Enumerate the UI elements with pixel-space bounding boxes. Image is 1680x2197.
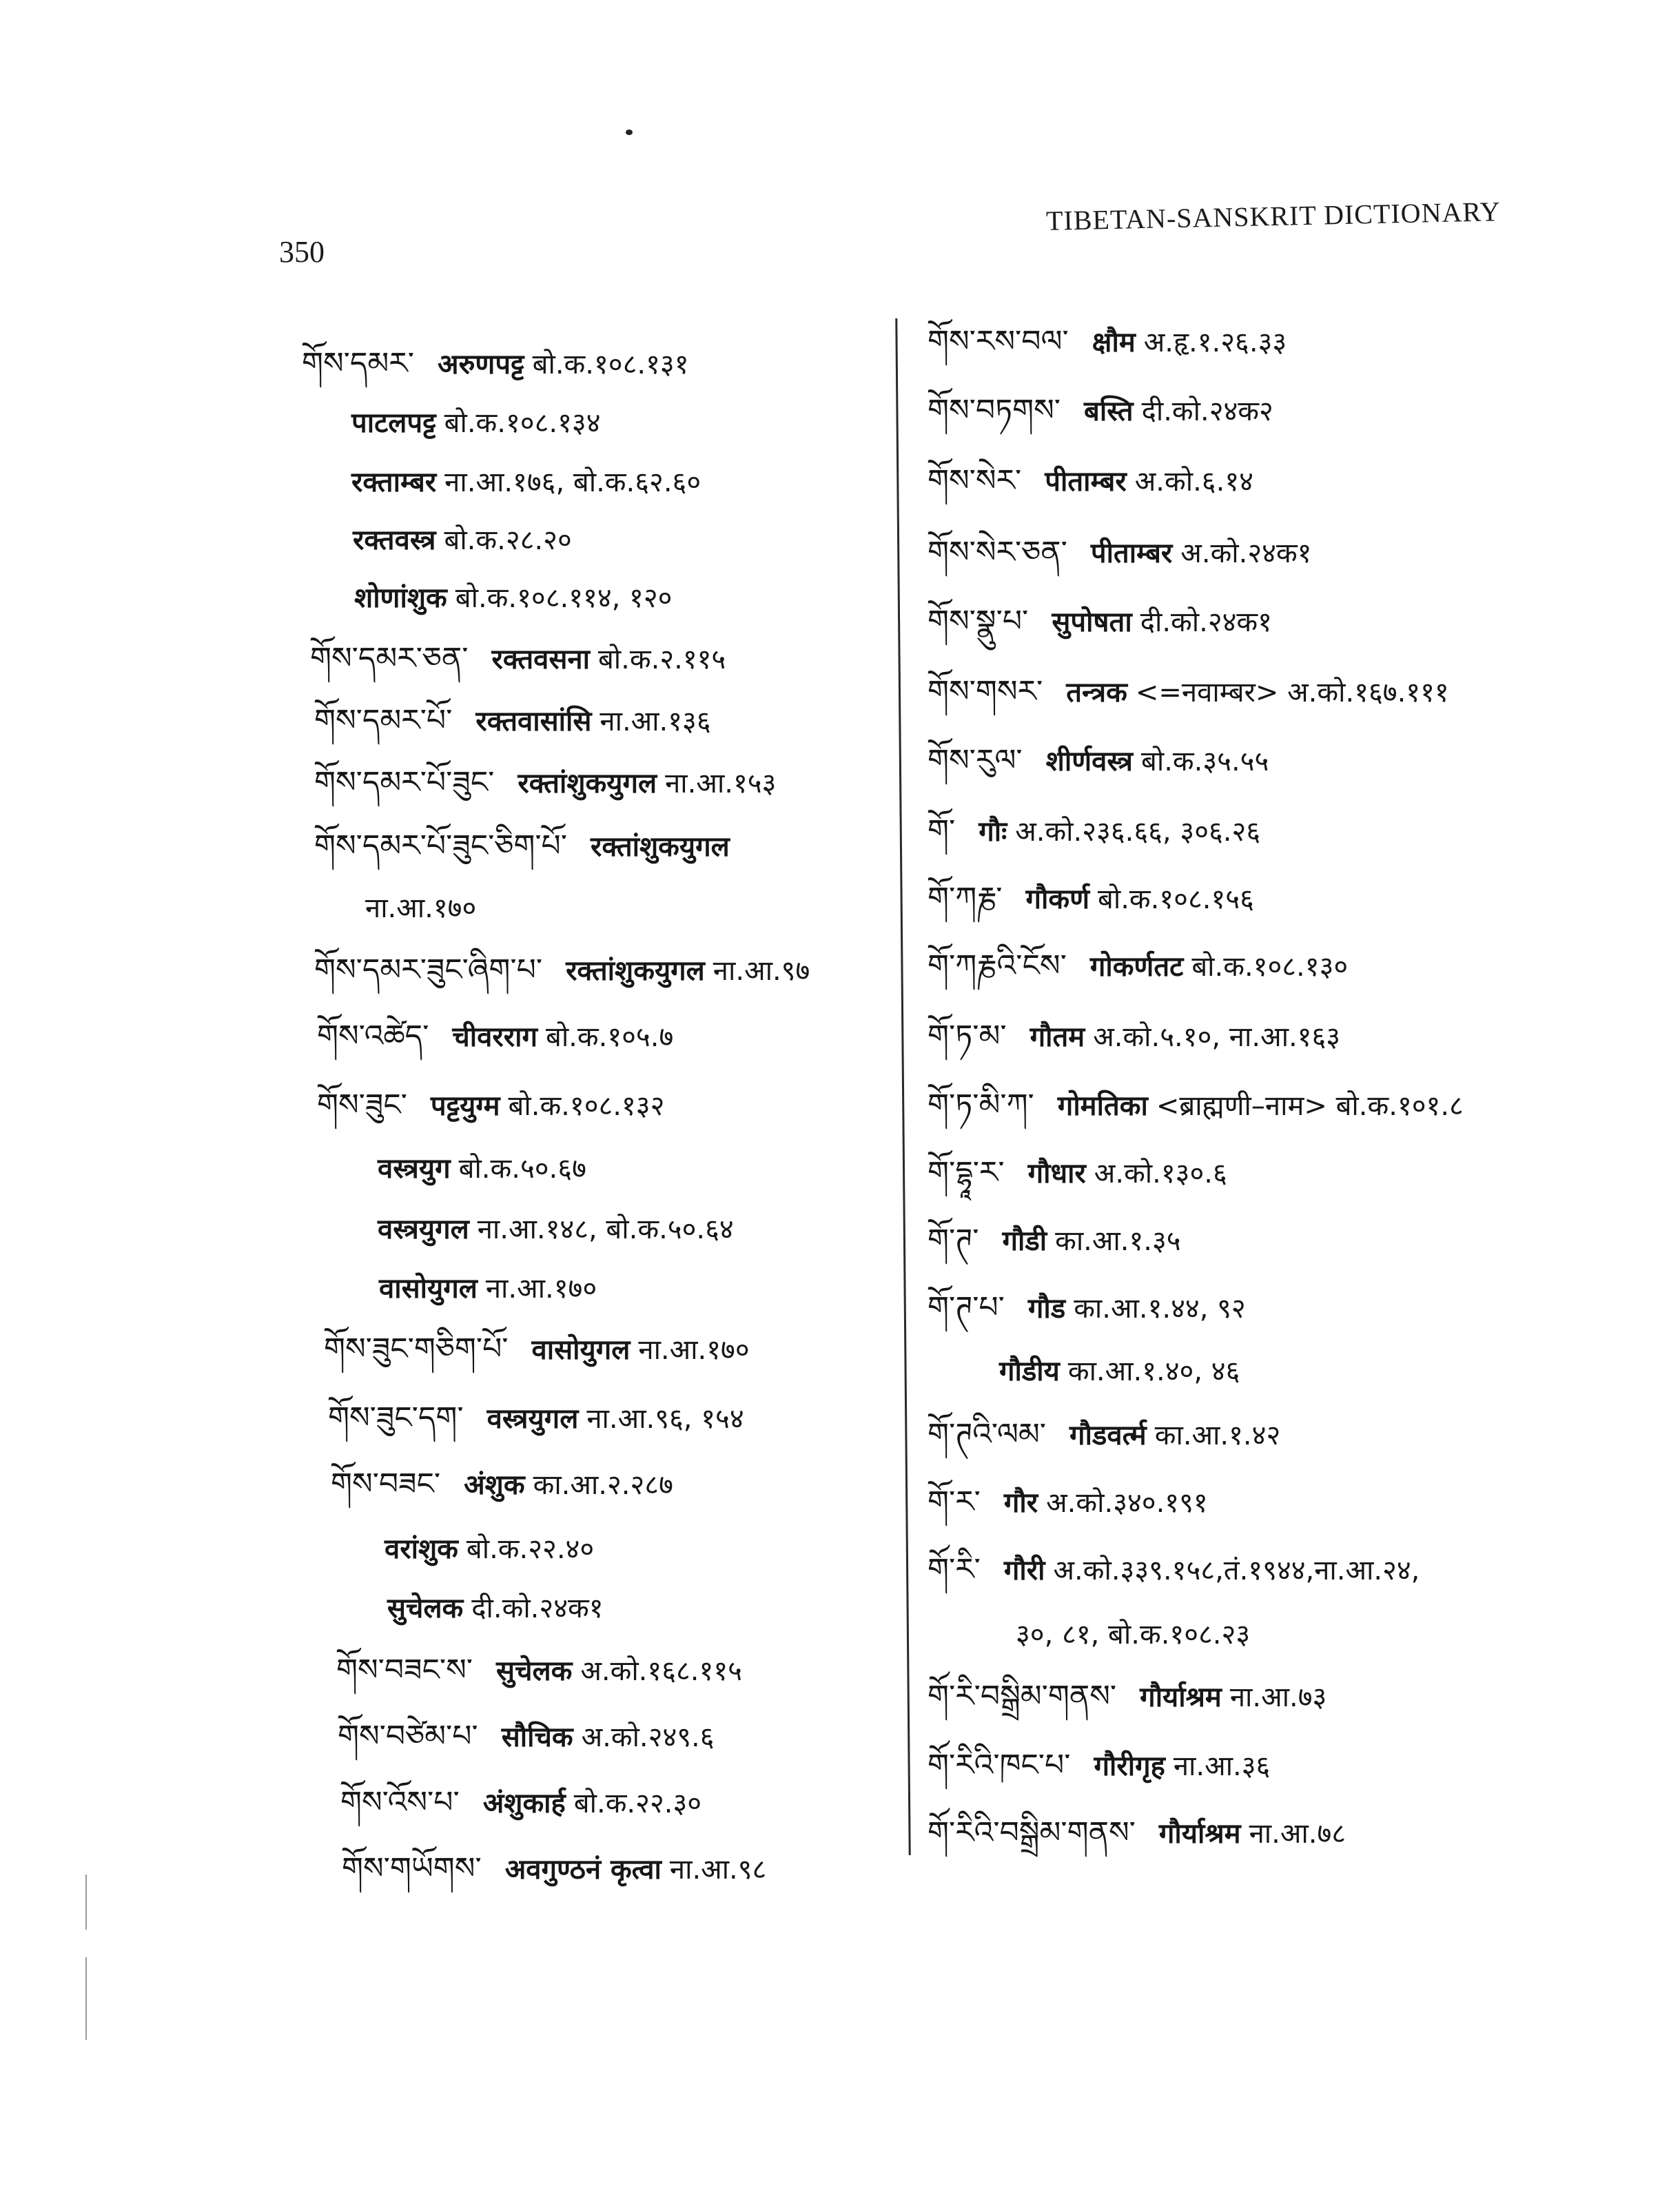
source-reference: अ.को.५.१०, ना.आ.१६३ [1093,1021,1341,1053]
sanskrit-equivalent: वस्त्रयुगल [378,1214,469,1245]
entry-line [1016,1615,1250,1654]
tibetan-headword: གོ་རི་བསྒྲིམ་གནས་ [928,1679,1117,1714]
sanskrit-equivalent: वरांशुक [385,1533,458,1565]
sanskrit-equivalent: अंशुकार्ह [482,1788,566,1819]
entry-line [928,1416,1280,1455]
source-reference: <ब्राह्मणी–नाम> बो.क.१०१.८ [1156,1090,1464,1122]
source-reference: बो.क.१०८.११४, १२० [455,582,673,614]
source-reference: <=नवाम्बर> अ.को.१६७.१११ [1135,677,1449,708]
sanskrit-equivalent: शीर्णवस्त्र [1045,746,1134,777]
sanskrit-equivalent: चीवरराग [452,1021,537,1053]
tibetan-headword: གོ་ཀརྞ་ [928,881,1003,916]
source-reference: ना.आ.१७० [638,1334,750,1366]
entry-line [928,1814,1346,1853]
entry-line [928,1551,1420,1590]
entry-line [999,1352,1240,1391]
tibetan-headword: གོས་སེར་ [928,463,1022,498]
tibetan-headword: གོས་སེར་ཅན་ [928,535,1067,570]
tibetan-headword: གོས་དམར་ཅན་ [310,641,469,676]
tibetan-headword: གོས་དམར་པོ་ཟུང་ [314,765,495,800]
source-reference: का.आ.१.४०, ४६ [1067,1356,1240,1387]
tibetan-headword: གོ་ཊ་པ་ [928,1290,1005,1325]
sanskrit-equivalent: रक्ताम्बर [351,467,437,498]
source-reference: बो.क.५०.६७ [458,1153,586,1185]
source-reference: बो.क.२८.२० [444,524,572,556]
source-reference: ३०, ८१, बो.क.१०८.२३ [1016,1619,1251,1651]
sanskrit-equivalent: अवगुण्ठनं कृत्वा [504,1854,662,1886]
source-reference: बो.क.१०८.१३१ [532,349,689,380]
source-reference: अ.को.१३०.६ [1094,1158,1227,1189]
source-reference: दी.को.२४क१ [471,1593,604,1624]
source-reference: बो.क.१०८.१३० [1191,951,1349,983]
tibetan-headword: གོ་ཀརྞའི་ངོས་ [928,948,1067,983]
tibetan-headword: གོས་རུལ་ [928,743,1023,778]
entry-line [928,1221,1181,1260]
tibetan-headword: གོ་ཏ་མི་ཀ་ [928,1087,1034,1123]
sanskrit-equivalent: पट्टयुग्म [430,1090,500,1122]
source-reference: ना.आ.९६, १५४ [586,1403,744,1435]
source-reference: ना.आ.१४८, बो.क.५०.६४ [477,1214,734,1245]
running-head: TIBETAN-SANSKRIT DICTIONARY [1045,196,1502,236]
source-reference: ना.आ.१७६, बो.क.६२.६० [444,467,701,498]
source-reference: अ.को.२४९.६ [581,1721,715,1753]
sanskrit-equivalent: गौर्याश्रम [1158,1818,1241,1850]
source-reference: अ.को.१६८.११५ [580,1655,742,1687]
entry-line [928,1746,1270,1786]
sanskrit-equivalent: रक्तवासांसि [475,706,592,737]
sanskrit-equivalent: गौर [1003,1487,1038,1519]
source-reference: अ.को.२४क१ [1180,538,1312,569]
source-reference: दी.को.२४क२ [1141,396,1273,427]
sanskrit-equivalent: गौर्याश्रम [1140,1682,1222,1713]
entry-line [928,391,1273,431]
entry-line [928,462,1253,501]
entry-line [928,1017,1340,1056]
entry-line [928,742,1269,781]
entry-line [928,602,1272,642]
sanskrit-equivalent: सुचेलक [496,1655,573,1687]
source-reference: ना.आ.३६ [1173,1750,1271,1782]
entry-line [928,1154,1227,1193]
tibetan-headword: གོས་དམར་ [302,346,414,381]
sanskrit-equivalent: वासोयुगल [379,1273,478,1305]
sanskrit-equivalent: गौड [1027,1293,1066,1325]
tibetan-headword: གོས་བཟང་ས་ [336,1653,473,1688]
sanskrit-equivalent: गौडीय [999,1356,1060,1387]
sanskrit-equivalent: सुचेलक [387,1593,464,1624]
sanskrit-equivalent: गोमतिका [1057,1090,1148,1122]
source-reference: बो.क.१०८.१३२ [508,1090,665,1122]
sanskrit-equivalent: गौकर्ण [1025,883,1089,915]
sanskrit-equivalent: पाटलपट्ट [351,407,436,439]
tibetan-headword: གོས་བཟང་ [331,1467,441,1502]
entry-line [928,1677,1326,1717]
sanskrit-equivalent: अरुणपट्ट [437,349,524,380]
sanskrit-equivalent: रक्तांशुकयुगल [566,955,705,987]
entry-line [928,533,1312,573]
entry-line [928,1289,1246,1328]
sanskrit-equivalent: पीताम्बर [1045,466,1127,498]
sanskrit-equivalent: रक्तांशुकयुगल [518,768,657,799]
tibetan-headword: གོ་རིའི་ཁང་པ་ [928,1748,1071,1783]
tibetan-headword: གོས་གསར་ [928,674,1043,709]
tibetan-headword: གོ་ར་ [928,1484,981,1520]
tibetan-headword: གོ་རིའི་བསྒྲིམ་གནས་ [928,1815,1136,1850]
entry-line [928,1086,1464,1125]
source-reference: ना.आ.९७ [713,955,810,987]
source-reference: बो.क.१०८.१३४ [444,407,601,439]
source-reference: का.आ.१.४२ [1154,1420,1281,1451]
tibetan-headword: གོ་ཊ་ [928,1223,979,1258]
sanskrit-equivalent: रक्तांशुकयुगल [591,831,730,863]
sanskrit-equivalent: रक्तवस्त्र [353,524,436,556]
sanskrit-equivalent: गौः [979,816,1007,848]
entry-line [928,812,1260,851]
sanskrit-equivalent: गोकर्णतट [1089,951,1184,983]
page-number: 350 [279,235,325,269]
sanskrit-equivalent: गौडी [1002,1225,1047,1257]
source-reference: दी.को.२४क१ [1140,606,1272,638]
source-reference: का.आ.१.३५ [1055,1225,1181,1257]
tibetan-headword: གོ་ཏ་མ་ [928,1019,1007,1054]
sanskrit-equivalent: वस्त्रयुग [378,1153,451,1185]
source-reference: ना.आ.१७० [485,1273,597,1305]
entry-line [928,323,1287,362]
tibetan-headword: གོས་འོས་པ་ [340,1785,460,1820]
tibetan-headword: གོས་ཟུང་དག་ [328,1400,464,1435]
tibetan-headword: གོས་དམར་པོ་ཟུང་ཅིག་པོ་ [314,828,568,864]
sanskrit-equivalent: वस्त्रयुगल [486,1403,579,1435]
tibetan-headword: གོས་དམར་ཟུང་ཞིག་པ་ [314,952,543,988]
sanskrit-equivalent: तन्त्रक [1066,677,1127,708]
sanskrit-equivalent: अंशुक [464,1469,525,1501]
source-reference: बो.क.२२.४० [466,1533,595,1565]
source-reference: बो.क.१०८.१५६ [1098,883,1254,915]
tibetan-headword: གོ་དྷཱ་ར་ [928,1155,1005,1190]
source-reference: ना.आ.१७० [365,892,477,924]
tibetan-headword: གོ་ [928,813,956,848]
sanskrit-equivalent: रक्तवसना [491,644,590,675]
source-reference: अ.हृ.१.२६.३३ [1143,327,1287,358]
tibetan-headword: གོས་ཟུང་ [317,1087,407,1123]
sanskrit-equivalent: गौडवर्त्म [1069,1420,1147,1451]
sanskrit-equivalent: सौचिक [501,1721,573,1753]
sanskrit-equivalent: गौधार [1027,1158,1086,1189]
source-reference: ना.आ.१५३ [665,768,777,799]
source-reference: का.आ.२.२८७ [533,1469,673,1501]
sanskrit-equivalent: पीताम्बर [1090,538,1173,569]
source-reference: ना.आ.७३ [1229,1682,1327,1713]
sanskrit-equivalent: गौरी [1003,1555,1045,1586]
tibetan-headword: གོས་གཡོགས་ [342,1851,482,1886]
source-reference: बो.क.२२.३० [573,1788,702,1819]
tibetan-headword: གོས་འཚེད་ [317,1019,429,1054]
source-reference: अ.को.६.१४ [1134,466,1253,498]
sanskrit-equivalent: सुपोषता [1052,606,1132,638]
sanskrit-equivalent: वासोयुगल [531,1334,631,1366]
source-reference: बो.क.२.११५ [597,644,726,675]
source-reference: अ.को.३४०.१९१ [1046,1487,1208,1519]
source-reference: अ.को.३३९.१५८,तं.१९४४,ना.आ.२४, [1053,1555,1420,1586]
entry-line [928,947,1348,986]
tibetan-headword: གོ་རི་ [928,1552,981,1587]
source-reference: ना.आ.९८ [669,1854,767,1886]
sanskrit-equivalent: शोणांशुक [354,582,447,614]
tibetan-headword: གོས་རས་བལ་ [928,324,1069,359]
entry-line [928,879,1254,919]
source-reference: अ.को.२३६.६६, ३०६.२६ [1015,816,1261,848]
sanskrit-equivalent: क्षौम [1092,327,1136,358]
tibetan-headword: གོས་བཏགས་ [928,393,1061,428]
source-reference: ना.आ.७८ [1249,1818,1346,1850]
source-reference: बो.क.३५.५५ [1141,746,1269,777]
tibetan-headword: གོ་ཊའི་ལམ་ [928,1417,1047,1452]
sanskrit-equivalent: बस्ति [1084,396,1134,427]
entry-line [928,1483,1208,1522]
entry-line [928,673,1449,712]
tibetan-headword: གོས་བཙེམ་པ་ [338,1719,478,1754]
tibetan-headword: གོས་སྣུ་པ་ [928,604,1029,639]
sanskrit-equivalent: गौरीगृह [1094,1750,1165,1782]
tibetan-headword: གོས་ཟུང་གཅིག་པོ་ [324,1331,509,1367]
source-reference: बो.क.१०५.७ [545,1021,674,1053]
source-reference: का.आ.१.४४, ९२ [1074,1293,1246,1325]
sanskrit-equivalent: गौतम [1029,1021,1085,1053]
tibetan-headword: གོས་དམར་པོ་ [314,703,453,738]
source-reference: ना.आ.१३६ [600,706,711,737]
